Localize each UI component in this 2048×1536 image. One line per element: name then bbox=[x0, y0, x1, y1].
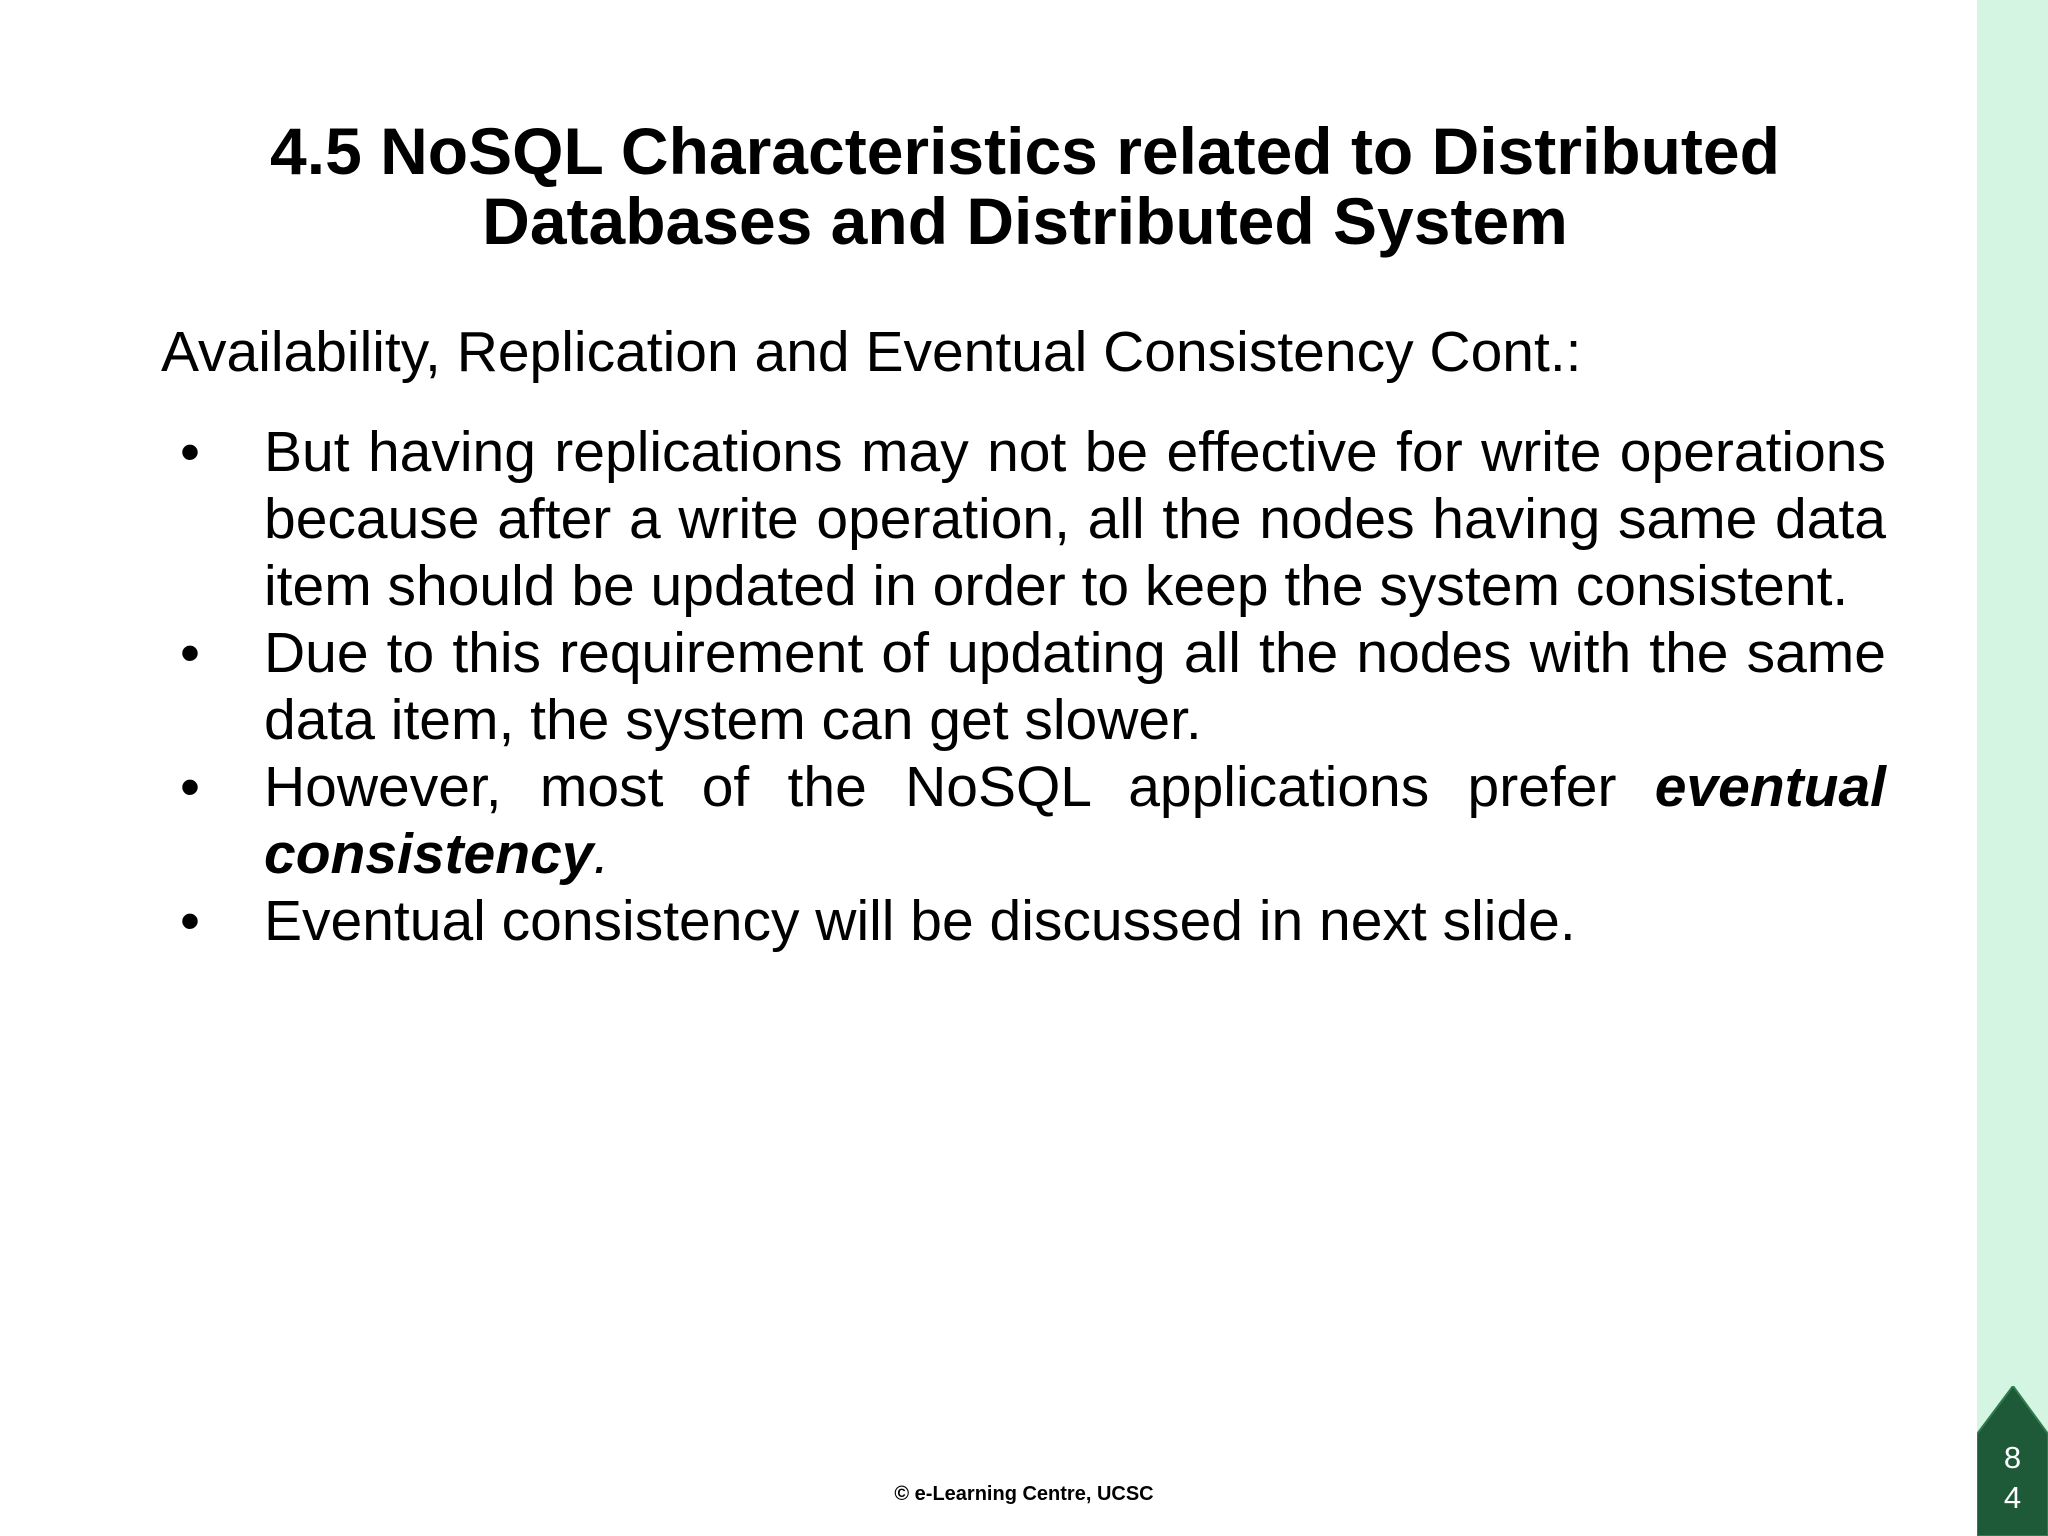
bullet-text: Eventual consistency will be discussed in next slide. bbox=[264, 889, 1576, 953]
bullet-marker: • bbox=[180, 420, 200, 484]
bullet-text: But having replications may not be effective for write operations because after a write operation, all the nodes having same data item should be updated in order to keep the system consistent. bbox=[264, 420, 1886, 618]
bullet-item bbox=[180, 754, 1886, 888]
bullet-marker: • bbox=[180, 755, 200, 819]
slide-title-line-2: Databases and Distributed System bbox=[482, 184, 1568, 258]
bullet-marker: • bbox=[180, 889, 200, 953]
slide-title-line-1: 4.5 NoSQL Characteristics related to Distributed bbox=[270, 114, 1780, 188]
bullet-list bbox=[180, 419, 1886, 955]
bullet-emphasis: eventual consistency bbox=[264, 755, 1886, 886]
side-accent-bar bbox=[1977, 0, 2048, 1536]
bullet-item bbox=[180, 419, 1886, 620]
section-subtitle: Availability, Replication and Eventual Consistency Cont.: bbox=[161, 320, 1582, 384]
page-number bbox=[1977, 1438, 2048, 1518]
page-number-badge bbox=[1977, 1386, 2048, 1536]
bullet-marker: • bbox=[180, 621, 200, 685]
footer-copyright: © e-Learning Centre, UCSC bbox=[894, 1483, 1154, 1505]
bullet-text: However, most of the NoSQL applications prefer bbox=[264, 755, 1655, 819]
bullet-item bbox=[180, 620, 1886, 754]
bullet-tail: . bbox=[593, 822, 610, 886]
bullet-item bbox=[180, 888, 1886, 955]
slide-title bbox=[170, 116, 1880, 256]
page-number-digit-1: 8 bbox=[2003, 1440, 2022, 1475]
bullet-text: Due to this requirement of updating all the nodes with the same data item, the system can get slower. bbox=[264, 621, 1886, 752]
page-number-digit-2: 4 bbox=[2003, 1480, 2022, 1515]
